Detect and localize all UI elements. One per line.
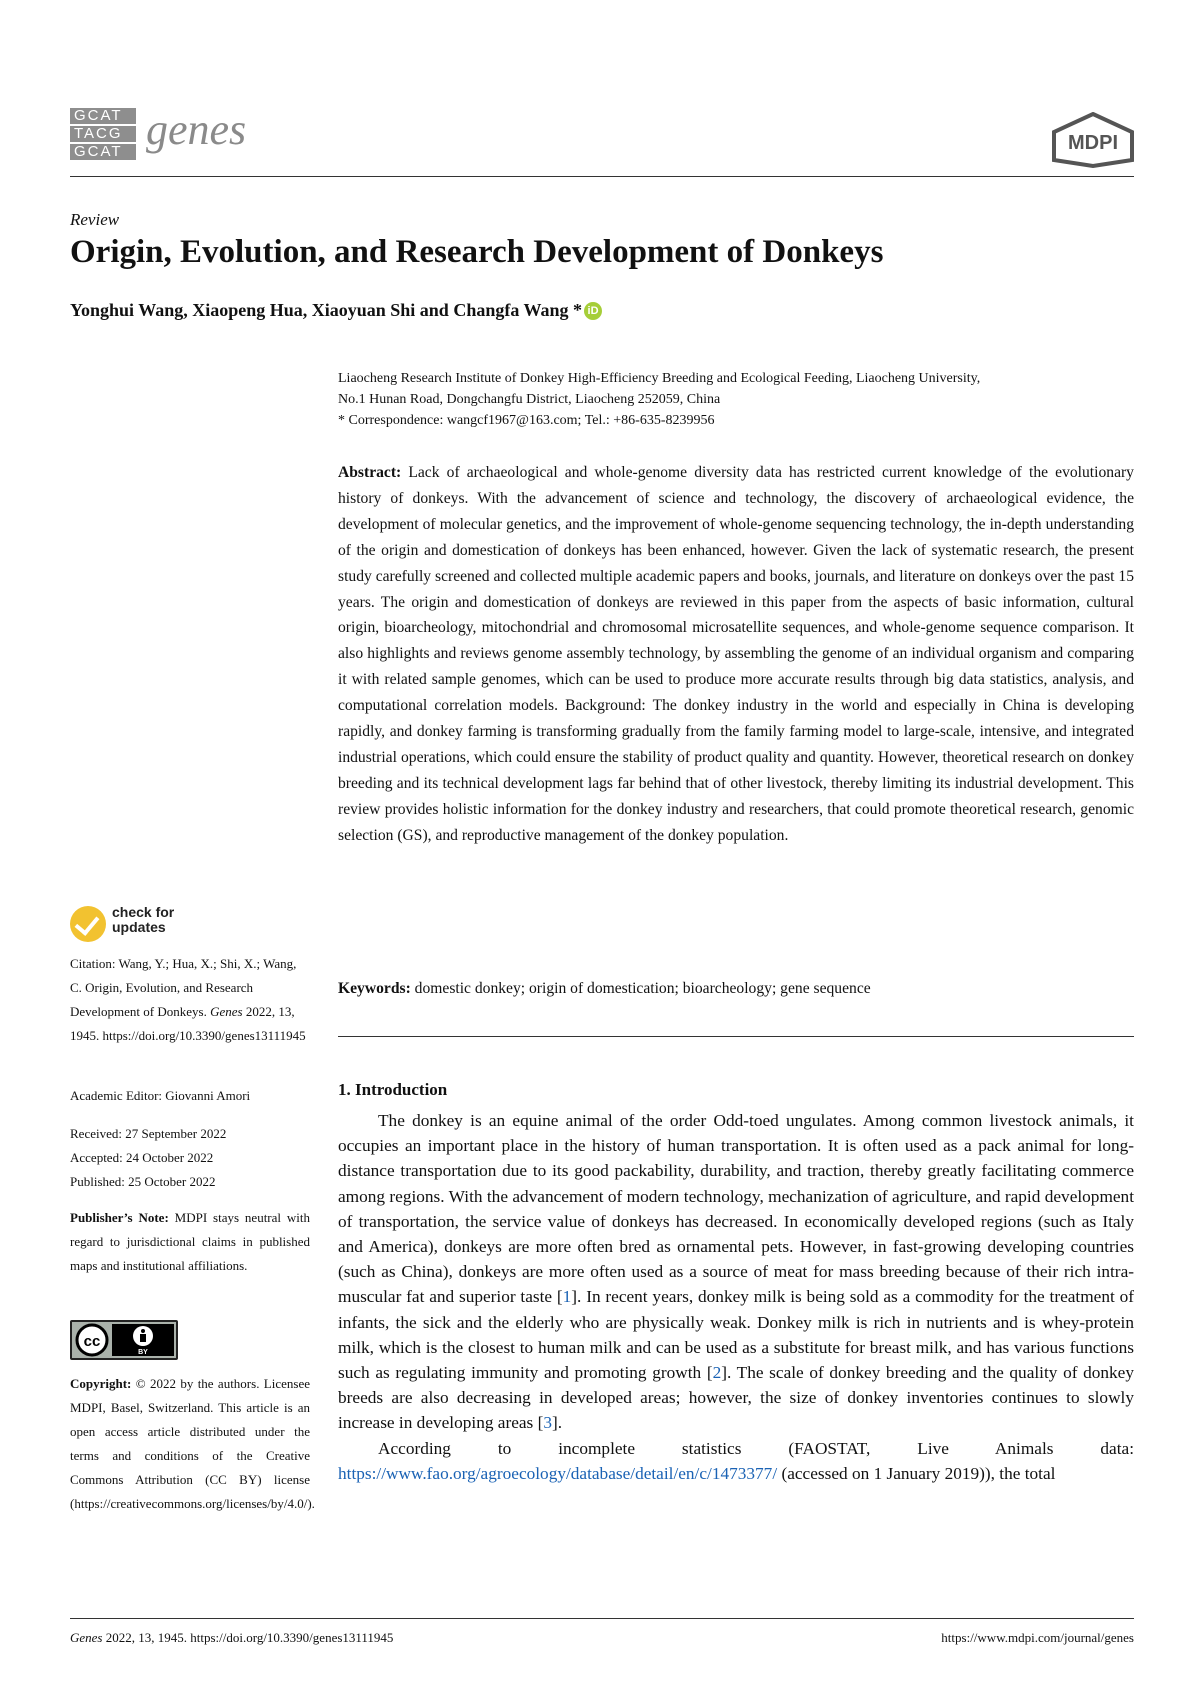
journal-logo bbox=[70, 108, 136, 162]
paragraph: According to incomplete statistics (FAOSTAT, Live Animals data: https://www.fao.org/agroecology/database/detail/en/c/1473377/ (accessed on 1 January 2019)), the total bbox=[338, 1438, 1134, 1483]
author-list bbox=[70, 300, 602, 321]
svg-text:cc: cc bbox=[83, 1333, 101, 1350]
journal-name: genes bbox=[146, 105, 247, 154]
fao-link[interactable]: https://www.fao.org/agroecology/database/detail/en/c/1473377/ bbox=[338, 1463, 778, 1483]
affiliation-line: Liaocheng Research Institute of Donkey High-Efficiency Breeding and Ecological Feeding, Liaocheng University, bbox=[338, 371, 981, 386]
logo-row: GCAT bbox=[70, 144, 136, 160]
logo-row: TACG bbox=[70, 126, 136, 142]
introduction-body bbox=[338, 1108, 1134, 1486]
affiliation-block bbox=[338, 368, 1134, 431]
footer-journal-url[interactable]: https://www.mdpi.com/journal/genes bbox=[941, 1630, 1134, 1645]
published-date: Published: 25 October 2022 bbox=[70, 1174, 216, 1189]
footer-divider bbox=[70, 1618, 1134, 1619]
orcid-icon[interactable]: iD bbox=[584, 302, 602, 320]
article-type: Review bbox=[70, 210, 120, 229]
citation-link[interactable]: 1 bbox=[562, 1287, 572, 1307]
keywords-label: Keywords: bbox=[338, 980, 411, 997]
received-date: Received: 27 September 2022 bbox=[70, 1126, 227, 1141]
section-heading: 1. Introduction bbox=[338, 1080, 448, 1099]
academic-editor: Academic Editor: Giovanni Amori bbox=[70, 1088, 251, 1103]
paragraph: The donkey is an equine animal of the order Odd-toed ungulates. Among common livestock animals, it occupies an important place in the history of human transportation. It is often used as a pack animal for long-distance transportation due to its good packability, durability, and traction, thereby greatly facilitating commerce among regions. With the advancement of modern technology, mechanization of agriculture, and rapid development of transportation, the service value of donkeys has decreased. In economically developed regions (such as Italy and America), donkeys are more often bred as ornamental pets. However, in fast-growing developing countries (such as China), donkeys are more often used as a source of meat for mass breeding because of their rich intra-muscular fat and superior taste [1]. In recent years, donkey milk is being sold as a commodity for the treatment of infants, the sick and the elderly who are physically weak. Donkey milk is rich in nutrients and is whey-protein milk, which is the closest to human milk and can be used as a substitute for breast milk, and has various functions such as regulating immunity and promoting growth [2]. The scale of donkey breeding and the quality of donkey breeds are also decreasing in developed areas; however, the size of donkey inventories continues to slowly increase in developing areas [3]. bbox=[338, 1111, 1134, 1433]
citation-link[interactable]: 2 bbox=[712, 1363, 722, 1383]
article-title: Origin, Evolution, and Research Development of Donkeys bbox=[70, 234, 884, 270]
mdpi-logo bbox=[1050, 112, 1136, 168]
publication-dates bbox=[70, 1122, 310, 1194]
correspondence-line: * Correspondence: wangcf1967@163.com; Tel.: +86-635-8239956 bbox=[338, 413, 715, 428]
affiliation-line: No.1 Hunan Road, Dongchangfu District, Liaocheng 252059, China bbox=[338, 392, 721, 407]
abstract-label: Abstract: bbox=[338, 464, 402, 481]
mdpi-logo-text: MDPI bbox=[1068, 132, 1118, 154]
copyright-notice: Copyright: © 2022 by the authors. Licensee MDPI, Basel, Switzerland. This article is an open access article distributed under the terms and conditions of the Creative Commons Attribution (CC BY) license (https://creativecommons.org/licenses/by/4.0/). bbox=[70, 1376, 315, 1511]
abstract-text: Lack of archaeological and whole-genome diversity data has restricted current knowledge of the evolutionary history of donkeys. With the advancement of science and technology, the discovery of archaeological evidence, the development of molecular genetics, and the improvement of whole-genome sequencing technology, the in-depth understanding of the origin and domestication of donkeys has been enhanced, however. Given the lack of systematic research, the present study carefully screened and collected multiple academic papers and books, journals, and literature on donkeys over the past 15 years. The origin and domestication of donkeys are reviewed in this paper from the aspects of basic information, cultural origin, bioarcheology, mitochondrial and chromosomal microsatellite sequences, and whole-genome sequence comparison. It also highlights and reviews genome assembly technology, by assembling the genome of an individual organism and comparing it with related sample genomes, which can be used to produce more accurate results through big data statistics, analysis, and computational correlation models. Background: The donkey industry in the world and especially in China is developing rapidly, and donkey farming is transforming gradually from the family farming model to large-scale, intensive, and integrated industrial operations, which could ensure the stability of product quality and quantity. However, theoretical research on donkey breeding and its technical development lags far behind that of other livestock, thereby limiting its industrial development. This review provides holistic information for the donkey industry and researchers, that could promote theoretical research, genomic selection (GS), and reproductive management of the donkey population. bbox=[338, 464, 1134, 844]
cc-by-icon bbox=[70, 1320, 178, 1360]
footer-citation: Genes 2022, 13, 1945. https://doi.org/10.3390/genes13111945 bbox=[70, 1630, 394, 1645]
header-divider bbox=[70, 176, 1134, 177]
citation-link[interactable]: 3 bbox=[543, 1413, 552, 1433]
keywords-divider bbox=[338, 1036, 1134, 1037]
svg-text:BY: BY bbox=[138, 1349, 148, 1356]
accepted-date: Accepted: 24 October 2022 bbox=[70, 1150, 214, 1165]
check-for-updates-label[interactable]: check for updates bbox=[112, 904, 175, 935]
publisher-note: Publisher’s Note: MDPI stays neutral with regard to jurisdictional claims in published maps and institutional affiliations. bbox=[70, 1210, 310, 1273]
citation-block: Citation: Wang, Y.; Hua, X.; Shi, X.; Wang, C. Origin, Evolution, and Research Development of Donkeys. Genes 2022, 13, 1945. https://doi.org/10.3390/genes13111945 bbox=[70, 956, 306, 1043]
cc-by-license-icon[interactable] bbox=[70, 1320, 178, 1360]
logo-row: GCAT bbox=[70, 108, 136, 124]
abstract bbox=[338, 460, 1134, 849]
keywords-text: domestic donkey; origin of domestication; bioarcheology; gene sequence bbox=[414, 980, 871, 997]
authors-text: Yonghui Wang, Xiaopeng Hua, Xiaoyuan Shi and Changfa Wang * bbox=[70, 300, 583, 320]
keywords bbox=[338, 980, 1134, 998]
